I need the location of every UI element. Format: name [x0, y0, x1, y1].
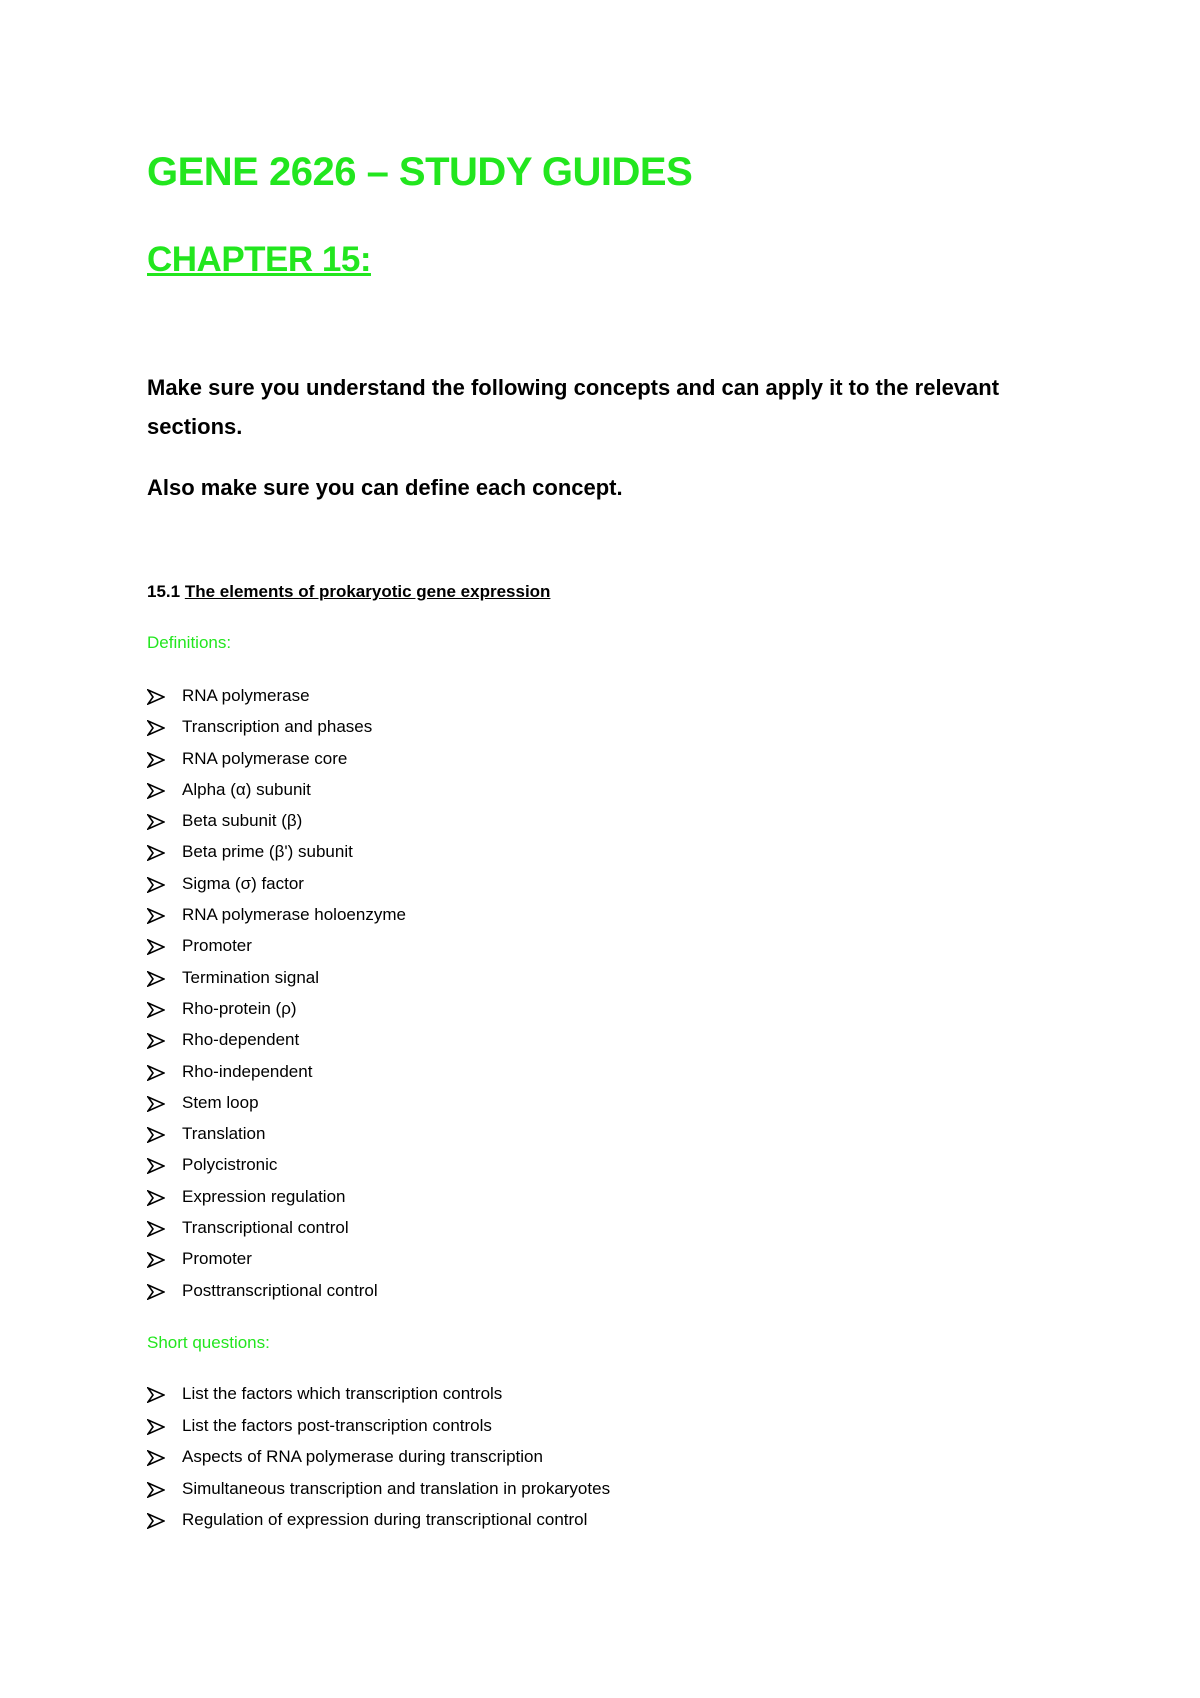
definition-item	[147, 1029, 406, 1060]
short-questions-label: Short questions:	[147, 1333, 270, 1352]
arrowhead-bullet-icon	[147, 720, 165, 736]
short-questions-list	[147, 1383, 610, 1541]
definition-item-text: Posttranscriptional control	[182, 1280, 378, 1300]
short-question-item-text: List the factors post-transcription controls	[182, 1415, 492, 1435]
definition-item-text: Rho-dependent	[182, 1030, 300, 1050]
arrowhead-bullet-icon	[147, 1450, 165, 1466]
definition-item	[147, 716, 406, 747]
definition-item	[147, 1123, 406, 1154]
arrowhead-bullet-icon	[147, 689, 165, 705]
definition-item	[147, 1061, 406, 1092]
definition-item-text: Promoter	[182, 936, 252, 956]
definition-item-text: RNA polymerase holoenzyme	[182, 905, 406, 925]
document-title: GENE 2626 – STUDY GUIDES	[147, 150, 693, 194]
arrowhead-bullet-icon	[147, 1482, 165, 1498]
definition-item-text: Promoter	[182, 1249, 252, 1269]
definition-item-text: Expression regulation	[182, 1186, 346, 1206]
arrowhead-bullet-icon	[147, 939, 165, 955]
definition-item	[147, 748, 406, 779]
short-question-item-text: List the factors which transcription controls	[182, 1384, 503, 1403]
definition-item	[147, 1092, 406, 1123]
definition-item-text: Polycistronic	[182, 1155, 278, 1175]
short-question-item	[147, 1415, 610, 1447]
definition-item	[147, 935, 406, 966]
intro-define-instruction: Also make sure you can define each concept.	[147, 475, 623, 500]
definition-item	[147, 904, 406, 935]
definition-item-text: Translation	[182, 1124, 266, 1144]
arrowhead-bullet-icon	[147, 783, 165, 799]
arrowhead-bullet-icon	[147, 1065, 165, 1081]
definition-item	[147, 998, 406, 1029]
definition-item-text: Transcription and phases	[182, 717, 373, 737]
arrowhead-bullet-icon	[147, 814, 165, 830]
definitions-label: Definitions:	[147, 633, 232, 652]
definition-item-text: Termination signal	[182, 967, 320, 987]
section-title: The elements of prokaryotic gene expression	[184, 582, 551, 601]
short-question-item	[147, 1478, 610, 1510]
short-question-item-text: Aspects of RNA polymerase during transcription	[182, 1447, 543, 1467]
definition-item	[147, 1154, 406, 1185]
arrowhead-bullet-icon	[147, 1513, 165, 1529]
short-question-item-text: Regulation of expression during transcriptional control	[182, 1510, 588, 1530]
definition-item-text: Beta prime (β') subunit	[182, 842, 353, 862]
short-question-item-text: Simultaneous transcription and translation in prokaryotes	[182, 1478, 611, 1498]
definition-item-text: RNA polymerase core	[182, 748, 348, 768]
definition-item	[147, 810, 406, 841]
definition-item-text: Sigma (σ) factor	[182, 873, 304, 893]
arrowhead-bullet-icon	[147, 1252, 165, 1268]
arrowhead-bullet-icon	[147, 1190, 165, 1206]
definition-item	[147, 873, 406, 904]
definition-item-text: Rho-protein (ρ)	[182, 998, 297, 1018]
definition-item-text: Stem loop	[182, 1092, 259, 1112]
short-question-item	[147, 1509, 610, 1541]
definition-item	[147, 1248, 406, 1279]
arrowhead-bullet-icon	[147, 1419, 165, 1435]
arrowhead-bullet-icon	[147, 1221, 165, 1237]
arrowhead-bullet-icon	[147, 1127, 165, 1143]
definition-item	[147, 1217, 406, 1248]
definition-item	[147, 779, 406, 810]
definition-item	[147, 967, 406, 998]
arrowhead-bullet-icon	[147, 1158, 165, 1174]
definitions-list	[147, 685, 406, 1311]
definition-item	[147, 1280, 406, 1311]
arrowhead-bullet-icon	[147, 908, 165, 924]
section-heading	[147, 582, 550, 602]
arrowhead-bullet-icon	[147, 1387, 165, 1403]
arrowhead-bullet-icon	[147, 752, 165, 768]
arrowhead-bullet-icon	[147, 1002, 165, 1018]
definition-item-text: RNA polymerase	[182, 686, 310, 705]
arrowhead-bullet-icon	[147, 971, 165, 987]
definition-item-text: Rho-independent	[182, 1061, 313, 1081]
arrowhead-bullet-icon	[147, 1033, 165, 1049]
definition-item-text: Transcriptional control	[182, 1218, 349, 1238]
intro-instruction: Make sure you understand the following concepts and can apply it to the relevant sections.	[147, 375, 1000, 439]
definition-item	[147, 685, 406, 716]
arrowhead-bullet-icon	[147, 1096, 165, 1112]
chapter-heading: CHAPTER 15:	[147, 240, 371, 279]
short-question-item	[147, 1446, 610, 1478]
definition-item-text: Alpha (α) subunit	[182, 779, 311, 799]
section-number: 15.1	[147, 582, 181, 601]
definition-item-text: Beta subunit (β)	[182, 811, 303, 831]
arrowhead-bullet-icon	[147, 877, 165, 893]
arrowhead-bullet-icon	[147, 845, 165, 861]
definition-item	[147, 1186, 406, 1217]
arrowhead-bullet-icon	[147, 1284, 165, 1300]
short-question-item	[147, 1383, 610, 1415]
definition-item	[147, 841, 406, 872]
